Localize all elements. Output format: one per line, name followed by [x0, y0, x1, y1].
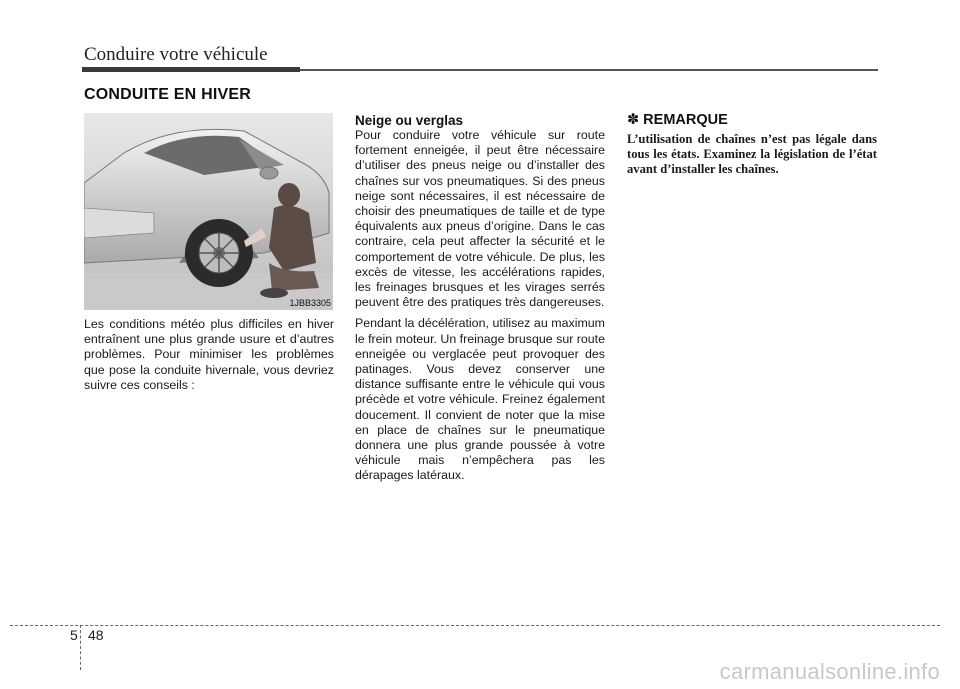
footer-page-divider	[80, 625, 81, 670]
header-title: Conduire votre véhicule	[84, 44, 268, 65]
car-snow-chain-illustration	[84, 113, 333, 310]
illustration-graphic	[84, 113, 333, 310]
page-number: 48	[88, 627, 104, 643]
note-heading: ✽ REMARQUE	[627, 112, 728, 128]
header-rule-thin	[300, 69, 878, 71]
chapter-number: 5	[70, 627, 78, 643]
intro-column	[84, 317, 334, 399]
header-rule-thick	[82, 67, 300, 72]
snow-paragraph-1: Pour conduire votre véhicule sur route fortement enneigée, il peut être nécessaire d’utiliser des pneus neige ou d’installer des chaînes sur vos pneumatiques. Si des pneus neige sont nécessaires, il est nécessaire de choisir des pneumatiques de taille et de type équivalents aux pneus d’origine. Dans le cas contraire, cela peut affecter la sécurité et le comportement de votre véhicule. De plus, les excès de vitesse, les accélérations rapides, les freinages brusques et les virages serrés peuvent être des pratiques très dangereuses.	[355, 128, 605, 310]
snow-paragraph-2: Pendant la décélération, utilisez au maximum le frein moteur. Un freinage brusque sur route enneigée ou verglacée peut provoquer des patinages. Vous devez conserver une distance suffisante entre le véhicule qui vous précède et votre véhicule. Freinez également doucement. Il convient de noter que la mise en place de chaînes sur le pneumatique donnera une plus grande poussée à votre véhicule mais n’empêchera pas les dérapages latéraux.	[355, 316, 606, 483]
figure-code: 1JBB3305	[289, 298, 331, 308]
footer-divider	[10, 625, 940, 626]
note-body: L’utilisation de chaînes n’est pas légale dans tous les états. Examinez la législation de l’état avant d’installer les chaînes.	[627, 132, 877, 176]
intro-paragraph: Les conditions météo plus difficiles en hiver entraînent une plus grande usure et d’autres problèmes. Pour minimiser les problèmes que pose la conduite hivernale, vous devriez suivre ces conseils :	[84, 317, 334, 392]
note-column	[627, 112, 877, 183]
snow-column	[355, 113, 605, 490]
watermark: carmanualsonline.info	[719, 659, 940, 684]
section-title: CONDUITE EN HIVER	[84, 86, 251, 103]
snow-heading: Neige ou verglas	[355, 113, 464, 128]
